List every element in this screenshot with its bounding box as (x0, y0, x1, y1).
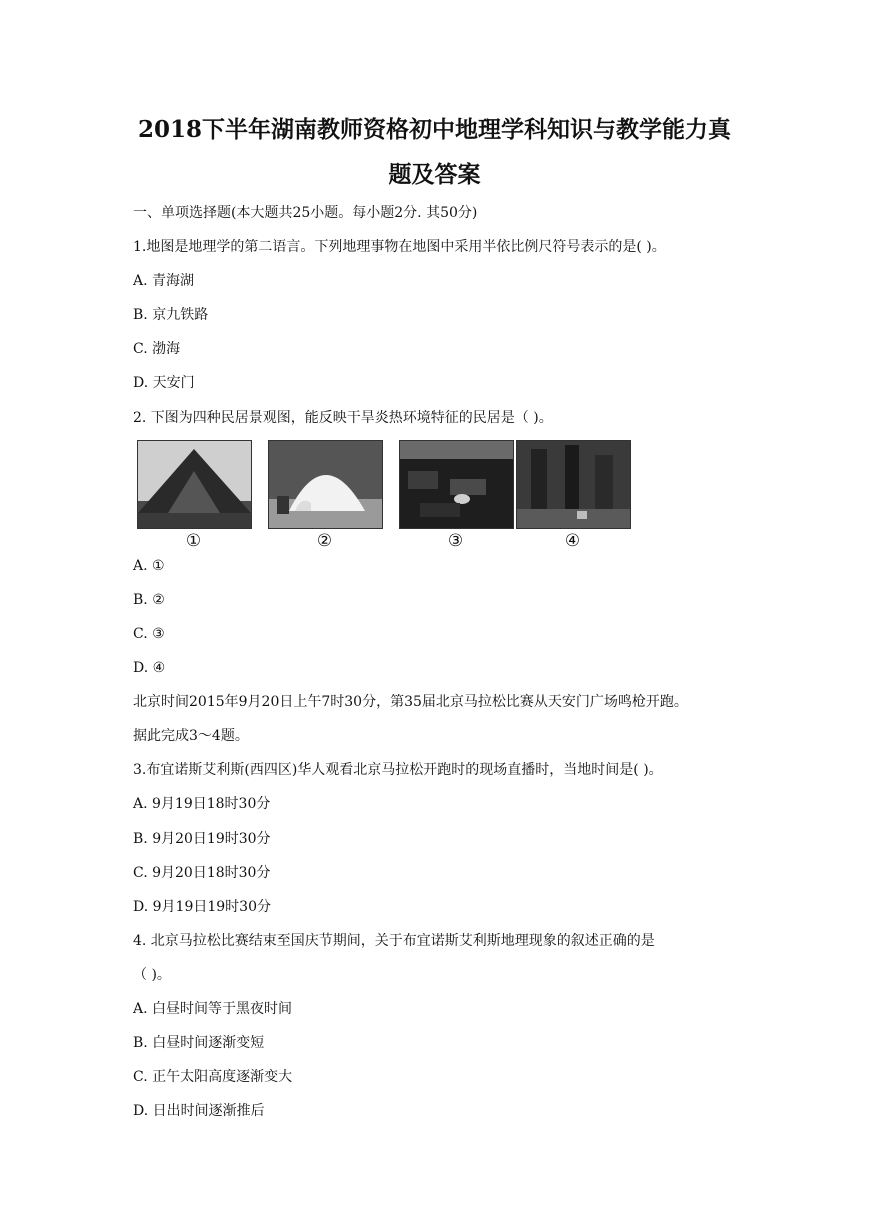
question-3-option-b: B. 9月20日19时30分 (133, 831, 271, 847)
photo-stone-towers (516, 440, 631, 529)
document-title-line-2: 题及答案 (388, 161, 481, 188)
question-1-stem: 1.地图是地理学的第二语言。下列地理事物在地图中采用半依比例尺符号表示的是( )。 (133, 239, 666, 255)
question-2-option-b: B. ② (133, 592, 165, 608)
question-4-option-a: A. 白昼时间等于黑夜时间 (133, 1001, 293, 1017)
context-paragraph-line-2: 据此完成3～4题。 (133, 728, 249, 744)
question-2-option-c: C. ③ (133, 626, 165, 642)
context-paragraph-line-1: 北京时间2015年9月20日上午7时30分，第35届北京马拉松比赛从天安门广场鸣枪开跑。 (133, 694, 688, 710)
photo-thatched-hut (137, 440, 252, 529)
photo-flat-roof-houses (399, 440, 514, 529)
question-2-option-a: A. ① (133, 558, 165, 574)
document-title-line-1: 2018下半年湖南教师资格初中地理学科知识与教学能力真 (137, 116, 731, 143)
question-4-option-c: C. 正午太阳高度逐渐变大 (133, 1069, 293, 1085)
question-1-option-c: C. 渤海 (133, 341, 181, 357)
question-4-stem-line-1: 4. 北京马拉松比赛结束至国庆节期间，关于布宜诺斯艾利斯地理现象的叙述正确的是 (133, 933, 655, 949)
question-1-option-d: D. 天安门 (133, 375, 195, 391)
question-3-stem: 3.布宜诺斯艾利斯(西四区)华人观看北京马拉松开跑时的现场直播时，当地时间是( )。 (133, 762, 663, 778)
question-1-option-b: B. 京九铁路 (133, 307, 209, 323)
question-3-option-c: C. 9月20日18时30分 (133, 865, 271, 881)
question-3-option-a: A. 9月19日18时30分 (133, 796, 271, 812)
question-1-option-a: A. 青海湖 (133, 273, 195, 289)
photo-igloo (268, 440, 383, 529)
question-4-option-b: B. 白昼时间逐渐变短 (133, 1035, 265, 1051)
photo-label-4: ④ (564, 531, 581, 551)
photo-label-3: ③ (447, 531, 464, 551)
question-2-stem: 2. 下图为四种民居景观图，能反映干旱炎热环境特征的民居是（ )。 (133, 410, 553, 426)
question-4-option-d: D. 日出时间逐渐推后 (133, 1103, 265, 1119)
question-2-option-d: D. ④ (133, 660, 166, 676)
question-4-stem-line-2: （ )。 (133, 967, 171, 983)
photo-label-2: ② (316, 531, 333, 551)
dwelling-photos-figure (137, 440, 637, 555)
photo-label-1: ① (185, 531, 202, 551)
question-3-option-d: D. 9月19日19时30分 (133, 899, 271, 915)
section-heading: 一、单项选择题(本大题共25小题。每小题2分. 其50分) (133, 205, 478, 221)
